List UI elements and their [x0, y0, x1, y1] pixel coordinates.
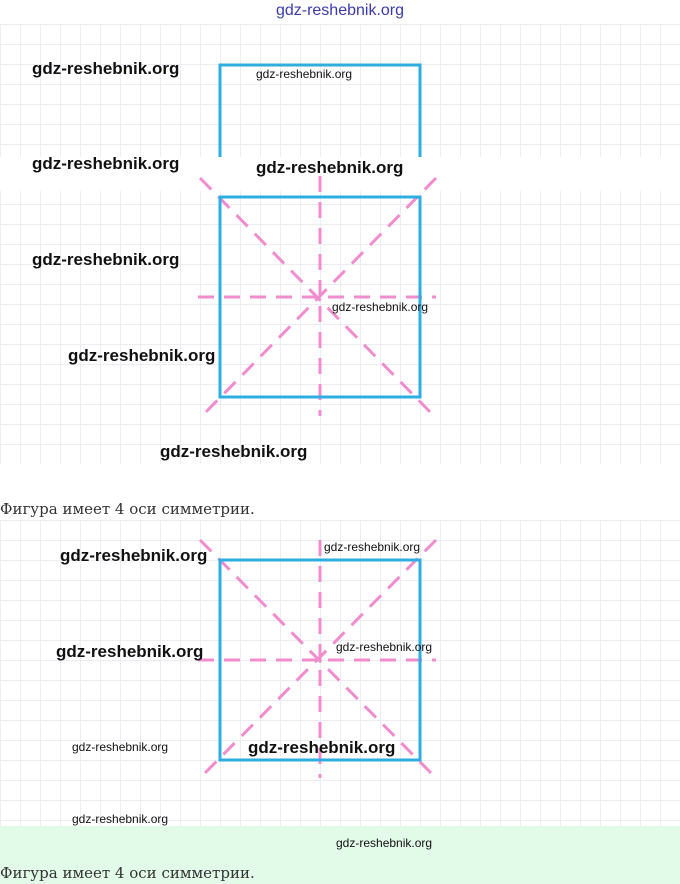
figure-1-caption: Фигура имеет 4 оси симметрии.: [0, 500, 255, 518]
figure-2-panel: [0, 520, 680, 826]
watermark: gdz-reshebnik.org: [256, 158, 404, 177]
site-title[interactable]: gdz-reshebnik.org: [275, 2, 405, 19]
watermark: gdz-reshebnik.org: [324, 540, 421, 554]
watermark: gdz-reshebnik.org: [336, 836, 433, 850]
figure-1-drawing: [0, 24, 680, 464]
watermark: gdz-reshebnik.org: [336, 640, 433, 654]
watermark: gdz-reshebnik.org: [56, 642, 204, 661]
figure-2-caption: Фигура имеет 4 оси симметрии.: [0, 864, 255, 882]
watermark: gdz-reshebnik.org: [332, 300, 429, 314]
watermark: gdz-reshebnik.org: [32, 59, 180, 78]
figure-1-panel: [0, 24, 680, 464]
watermark: gdz-reshebnik.org: [72, 740, 169, 754]
watermark: gdz-reshebnik.org: [256, 67, 353, 81]
watermark: gdz-reshebnik.org: [32, 154, 180, 173]
watermark: gdz-reshebnik.org: [72, 812, 169, 826]
watermark: gdz-reshebnik.org: [160, 442, 308, 461]
watermark: gdz-reshebnik.org: [248, 738, 396, 757]
watermark: gdz-reshebnik.org: [32, 250, 180, 269]
watermark: gdz-reshebnik.org: [68, 346, 216, 365]
watermark: gdz-reshebnik.org: [60, 546, 208, 565]
